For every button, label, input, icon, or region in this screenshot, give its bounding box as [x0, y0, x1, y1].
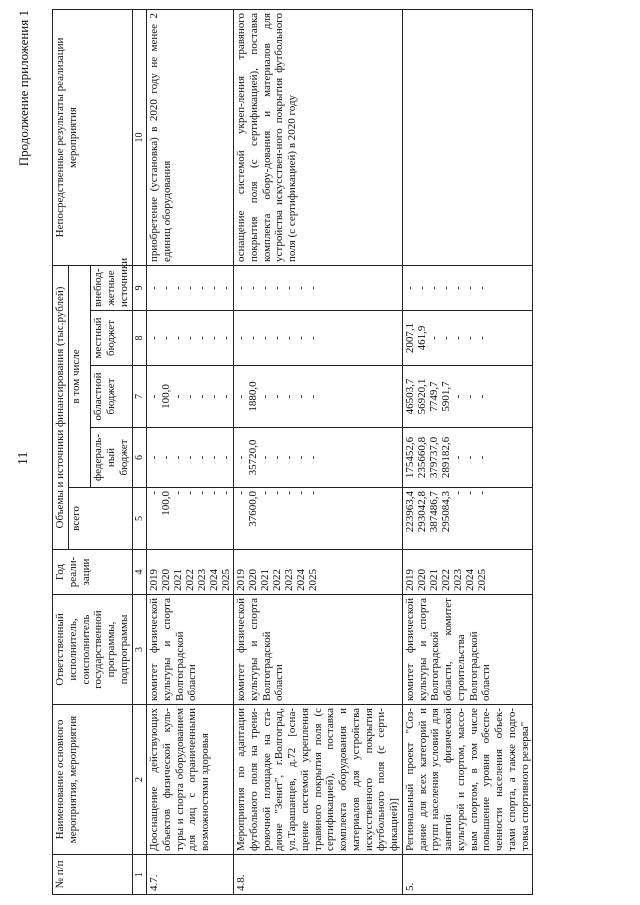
- row-total-value: -: [235, 491, 248, 495]
- row-extra-value: -: [463, 286, 476, 290]
- row-regional-value: 100,0: [160, 384, 173, 409]
- row-responsible: комитет физической культуры и спорта Волгоградской области: [234, 595, 403, 705]
- financing-table: [52, 9, 533, 895]
- row-total-value: -: [307, 491, 320, 495]
- header-responsible: Ответственный исполнитель, соисполнитель государственной программы, подпрограммы: [53, 595, 133, 705]
- row-extra-value: -: [403, 286, 416, 290]
- row-responsible: комитет физической культуры и спорта Волгоградской области: [147, 595, 234, 705]
- row-regional-value: 1880,0: [247, 381, 260, 412]
- row-local-value: -: [259, 336, 272, 340]
- row-total-value: -: [463, 491, 476, 495]
- row-federal-value: 379737,0: [427, 436, 440, 479]
- row-regional-value: -: [148, 394, 161, 399]
- row-number: 4.8.: [234, 855, 403, 895]
- row-local-value: -: [307, 336, 320, 340]
- col-number: 7: [132, 366, 147, 428]
- row-local: [234, 311, 403, 366]
- row-local-value: -: [271, 336, 284, 340]
- row-years-value: 2023: [451, 569, 464, 591]
- row-extra-value: -: [283, 286, 296, 290]
- row-local-value: -: [451, 336, 464, 340]
- row-regional-value: -: [271, 394, 284, 399]
- row-regional-value: -: [475, 394, 488, 399]
- row-federal: [402, 428, 533, 488]
- row-years-value: 2022: [184, 569, 197, 591]
- row-federal-value: 289182,6: [439, 436, 452, 479]
- row-extra-value: -: [247, 286, 260, 290]
- row-years-value: 2021: [259, 569, 272, 591]
- row-total-value: -: [172, 491, 185, 495]
- col-number: 8: [132, 311, 147, 366]
- row-extra-value: -: [172, 286, 185, 290]
- row-total-value: -: [208, 491, 221, 495]
- row-years-value: 2020: [160, 569, 173, 591]
- row-name: Региональный проект "Соз-дание для всех категорий и групп населения условий для занятий физической культурой и спортом, массо-вым спортом, в том числе повышение уровня обеспе-ченности населения объек-тами спорта, а также подго-товка спортивного резерва": [402, 705, 533, 855]
- row-extra-value: -: [295, 286, 308, 290]
- row-total-value: -: [148, 491, 161, 495]
- row-extra-value: -: [475, 286, 488, 290]
- col-number: 5: [132, 488, 147, 550]
- row-federal: [147, 428, 234, 488]
- row-extra-value: -: [160, 286, 173, 290]
- row-local-value: -: [184, 336, 197, 340]
- row-years-value: 2025: [475, 569, 488, 591]
- row-total-value: -: [283, 491, 296, 495]
- row-local-value: -: [475, 336, 488, 340]
- row-federal-value: -: [235, 455, 248, 460]
- row-extra-value: -: [427, 286, 440, 290]
- row-local-value: -: [220, 336, 233, 340]
- row-federal-value: 235660,8: [415, 436, 428, 479]
- row-federal-value: -: [184, 455, 197, 460]
- row-total-value: 293042,8: [415, 491, 428, 533]
- row-local-value: -: [295, 336, 308, 340]
- row-federal-value: -: [271, 455, 284, 460]
- row-years-value: 2021: [427, 569, 440, 591]
- row-extra-value: -: [415, 286, 428, 290]
- row-federal-value: -: [148, 455, 161, 460]
- row-years-value: 2020: [247, 569, 260, 591]
- row-years-value: 2023: [196, 569, 209, 591]
- row-federal-value: -: [475, 455, 488, 460]
- header-year: Год реали-зации: [53, 550, 133, 595]
- row-responsible: комитет физической культуры и спорта Волгоградской области, комитет строительства Волгоградской области: [402, 595, 533, 705]
- row-local: [147, 311, 234, 366]
- row-regional-value: -: [184, 394, 197, 399]
- row-federal-value: -: [196, 455, 209, 460]
- row-years-value: 2020: [415, 569, 428, 591]
- col-number: 6: [132, 428, 147, 488]
- row-number: 4.7.: [147, 855, 234, 895]
- row-local-value: -: [160, 336, 173, 340]
- row-local-value: -: [463, 336, 476, 340]
- row-regional-value: -: [295, 394, 308, 399]
- row-years-value: 2024: [208, 569, 221, 591]
- table-body: [147, 9, 533, 894]
- row-regional-value: -: [220, 394, 233, 399]
- row-total-value: 37600,0: [247, 491, 260, 527]
- row-total: [234, 488, 403, 550]
- header-regional: областной бюджет: [91, 366, 132, 428]
- row-years-value: 2022: [439, 569, 452, 591]
- row-regional-value: -: [463, 394, 476, 399]
- row-total-value: 295084,3: [439, 491, 452, 533]
- column-number-row: [132, 9, 147, 894]
- row-years-value: 2024: [295, 569, 308, 591]
- row-extra: [402, 265, 533, 310]
- row-years-value: 2025: [307, 569, 320, 591]
- row-total: [147, 488, 234, 550]
- row-regional-value: -: [235, 394, 248, 399]
- row-total-value: 223963,4: [403, 491, 416, 533]
- row-extra-value: -: [235, 286, 248, 290]
- row-federal-value: 175452,6: [403, 436, 416, 479]
- row-total-value: -: [451, 491, 464, 495]
- row-federal-value: 35720,0: [247, 439, 260, 476]
- row-extra-value: -: [439, 286, 452, 290]
- header-total: всего: [68, 488, 132, 550]
- row-extra-value: -: [271, 286, 284, 290]
- header-extra: внебюд-жетные источники: [91, 265, 132, 310]
- table-row: [234, 9, 403, 894]
- header-name: Наименование основного мероприятия, мероприятия: [53, 705, 133, 855]
- page-number: 11: [16, 451, 31, 465]
- table-row: [147, 9, 234, 894]
- row-years-value: 2019: [235, 569, 248, 591]
- row-number: 5.: [402, 855, 533, 895]
- row-extra-value: -: [259, 286, 272, 290]
- row-total-value: 100,0: [160, 491, 173, 516]
- row-regional-value: 5901,7: [439, 381, 452, 412]
- row-federal: [234, 428, 403, 488]
- row-regional-value: -: [172, 394, 185, 399]
- row-local-value: -: [196, 336, 209, 340]
- row-total-value: -: [196, 491, 209, 495]
- col-number: 4: [132, 550, 147, 595]
- row-local-value: -: [247, 336, 260, 340]
- row-years: [234, 550, 403, 595]
- row-years-value: 2021: [172, 569, 185, 591]
- col-number: 2: [132, 705, 147, 855]
- header-local: местный бюджет: [91, 311, 132, 366]
- row-total: [402, 488, 533, 550]
- col-number: 10: [132, 9, 147, 265]
- row-extra-value: -: [220, 286, 233, 290]
- row-name: Дооснащение действующих объектов физической куль-туры и спорта оборудованием для лиц с ограниченными возможностями здоровья: [147, 705, 234, 855]
- row-regional-value: -: [451, 394, 464, 399]
- row-extra-value: -: [451, 286, 464, 290]
- header-financing: Объемы и источники финансирования (тыс.рублей): [53, 265, 69, 549]
- row-local-value: 461,9: [415, 325, 428, 351]
- row-result: оснащение системой укреп-ления травяного покрытия поля (с сертификацией), поставка комплекта обору-дования и материалов для устройства искусствен-ного покрытия футбольного поля (с сертификацией) в 2020 году: [234, 9, 403, 265]
- row-federal-value: -: [307, 455, 320, 460]
- row-regional-value: -: [283, 394, 296, 399]
- row-regional: [402, 366, 533, 428]
- table-row: [402, 9, 533, 894]
- row-local-value: 2007,1: [403, 322, 416, 354]
- row-federal-value: -: [451, 455, 464, 460]
- col-number: 9: [132, 265, 147, 310]
- row-years: [147, 550, 234, 595]
- row-federal-value: -: [259, 455, 272, 460]
- row-local-value: -: [208, 336, 221, 340]
- row-total-value: -: [184, 491, 197, 495]
- row-regional: [234, 366, 403, 428]
- row-years-value: 2019: [148, 569, 161, 591]
- row-local-value: -: [148, 336, 161, 340]
- row-years-value: 2023: [283, 569, 296, 591]
- row-local-value: -: [172, 336, 185, 340]
- col-number: 1: [132, 855, 147, 895]
- row-regional-value: 7749,7: [427, 381, 440, 412]
- row-extra-value: -: [184, 286, 197, 290]
- row-name: Мероприятия по адаптации футбольного поля на трени-ровочной площадке на ста-дионе "Зенит", г.Волгоград, ул.Тарашанцев, д.72 [осна-щение системой укрепления травяного покрытия поля (с сертификацией), поставка комплекта оборудования и материалов для устройства искусственного покрытия футбольного поля (с серти-фикацией)]: [234, 705, 403, 855]
- row-regional-value: -: [208, 394, 221, 399]
- row-years-value: 2024: [463, 569, 476, 591]
- row-years-value: 2022: [271, 569, 284, 591]
- row-regional: [147, 366, 234, 428]
- row-total-value: -: [475, 491, 488, 495]
- col-number: 3: [132, 595, 147, 705]
- row-federal-value: -: [295, 455, 308, 460]
- row-federal-value: -: [160, 455, 173, 460]
- row-result: приобретение (установка) в 2020 году не менее 2 единиц оборудования: [147, 9, 234, 265]
- row-federal-value: -: [208, 455, 221, 460]
- row-total-value: 387486,7: [427, 491, 440, 533]
- header-federal: федераль-ный бюджет: [91, 428, 132, 488]
- row-years-value: 2019: [403, 569, 416, 591]
- row-regional-value: -: [259, 394, 272, 399]
- row-extra: [234, 265, 403, 310]
- row-total-value: -: [295, 491, 308, 495]
- row-extra: [147, 265, 234, 310]
- row-extra-value: -: [148, 286, 161, 290]
- row-local-value: -: [283, 336, 296, 340]
- row-years: [402, 550, 533, 595]
- row-extra-value: -: [307, 286, 320, 290]
- row-regional-value: -: [196, 394, 209, 399]
- row-total-value: -: [220, 491, 233, 495]
- row-federal-value: -: [283, 455, 296, 460]
- header-result: Непосредственные результаты реализации мероприятия: [53, 9, 133, 265]
- row-extra-value: -: [196, 286, 209, 290]
- row-local-value: -: [439, 336, 452, 340]
- row-extra-value: -: [208, 286, 221, 290]
- row-regional-value: 46503,7: [403, 378, 416, 415]
- row-total-value: -: [271, 491, 284, 495]
- row-federal-value: -: [172, 455, 185, 460]
- row-total-value: -: [259, 491, 272, 495]
- row-regional-value: 56920,1: [415, 378, 428, 415]
- header-including: в том числе: [68, 265, 91, 487]
- row-regional-value: -: [307, 394, 320, 399]
- row-federal-value: -: [463, 455, 476, 460]
- row-local-value: -: [427, 336, 440, 340]
- row-local: [402, 311, 533, 366]
- row-result: [402, 9, 533, 265]
- continuation-note: Продолжение приложения 1: [16, 10, 31, 167]
- row-years-value: 2025: [220, 569, 233, 591]
- header-no: № п/п: [53, 855, 133, 895]
- row-local-value: -: [235, 336, 248, 340]
- row-federal-value: -: [220, 455, 233, 460]
